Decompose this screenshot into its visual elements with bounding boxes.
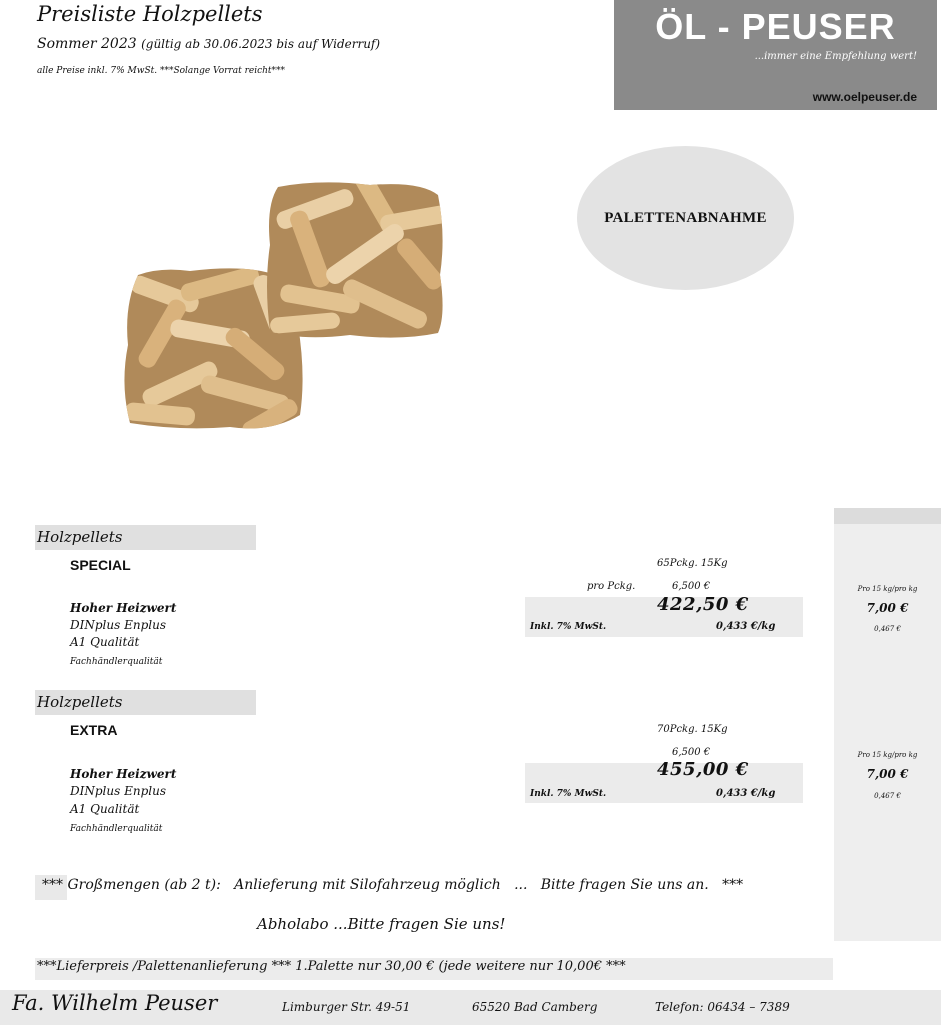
footer-street: Limburger Str. 49-51: [282, 1000, 411, 1014]
per-bag-column-header: [834, 508, 941, 524]
feature-dealer-quality: Fachhändlerqualität: [70, 657, 163, 667]
pack-info: 70Pckg. 15Kg: [657, 724, 728, 735]
bag-price-per-kg: 0,467 €: [874, 625, 901, 633]
pallet-badge: [577, 146, 794, 290]
bag-price-label: Pro 15 kg/pro kg: [857, 585, 918, 593]
footer-city: 65520 Bad Camberg: [472, 1000, 598, 1014]
company-logo: [614, 0, 937, 110]
season-label: Sommer 2023: [37, 36, 137, 52]
bag-price: 7,00 €: [866, 767, 909, 781]
price-per-kg: 0,433 €/kg: [716, 788, 776, 799]
validity-note: (gültig ab 30.06.2023 bis auf Widerruf): [141, 37, 381, 51]
pallet-price: 455,00 €: [657, 759, 749, 780]
price-per-kg: 0,433 €/kg: [716, 621, 776, 632]
vat-label: Inkl. 7% MwSt.: [530, 622, 607, 632]
footer-phone[interactable]: Telefon: 06434 – 7389: [655, 1000, 790, 1014]
category-bar: Holzpellets: [35, 690, 256, 715]
pack-info: 65Pckg. 15Kg: [657, 558, 728, 569]
feature-dealer-quality: Fachhändlerqualität: [70, 824, 163, 834]
tax-note: alle Preise inkl. 7% MwSt. ***Solange Vorrat reicht***: [37, 66, 286, 76]
feature-heating-value: Hoher Heizwert: [70, 767, 177, 781]
bulk-quantity-note: *** Großmengen (ab 2 t): Anlieferung mit Silofahrzeug möglich ... Bitte fragen Sie uns an. ***: [42, 877, 744, 893]
per-pack-label: pro Pckg.: [587, 581, 636, 592]
bag-price-per-kg: 0,467 €: [874, 792, 901, 800]
feature-quality: A1 Qualität: [70, 635, 140, 649]
feature-quality: A1 Qualität: [70, 802, 140, 816]
per-bag-price-column: [834, 508, 941, 941]
category-bar: Holzpellets: [35, 525, 256, 550]
wood-pellets-image: [120, 175, 450, 435]
delivery-price-note: ***Lieferpreis /Palettenanlieferung *** 1.Palette nur 30,00 € (jede weitere nur 10,00€ ***: [37, 959, 626, 974]
footer-company: Fa. Wilhelm Peuser: [12, 991, 218, 1015]
pickup-note: Abholabo ...Bitte fragen Sie uns!: [257, 915, 506, 933]
feature-certification: DINplus Enplus: [70, 784, 166, 798]
product-name-extra: EXTRA: [70, 722, 118, 738]
page-title: Preisliste Holzpellets: [37, 2, 263, 26]
pallet-badge-text: PALETTENABNAHME: [604, 209, 767, 226]
logo-slogan: ...immer eine Empfehlung wert!: [754, 51, 917, 62]
vat-label: Inkl. 7% MwSt.: [530, 789, 607, 799]
product-name-special: SPECIAL: [70, 557, 131, 573]
feature-certification: DINplus Enplus: [70, 618, 166, 632]
per-pack-price: 6,500 €: [672, 581, 711, 592]
per-pack-price: 6,500 €: [672, 747, 711, 758]
feature-heating-value: Hoher Heizwert: [70, 601, 177, 615]
bag-price: 7,00 €: [866, 601, 909, 615]
website-link[interactable]: www.oelpeuser.de: [812, 90, 917, 104]
bag-price-label: Pro 15 kg/pro kg: [857, 751, 918, 759]
season-subtitle: [37, 36, 380, 52]
pallet-price: 422,50 €: [657, 594, 749, 615]
logo-name: ÖL - PEUSER: [655, 6, 896, 47]
